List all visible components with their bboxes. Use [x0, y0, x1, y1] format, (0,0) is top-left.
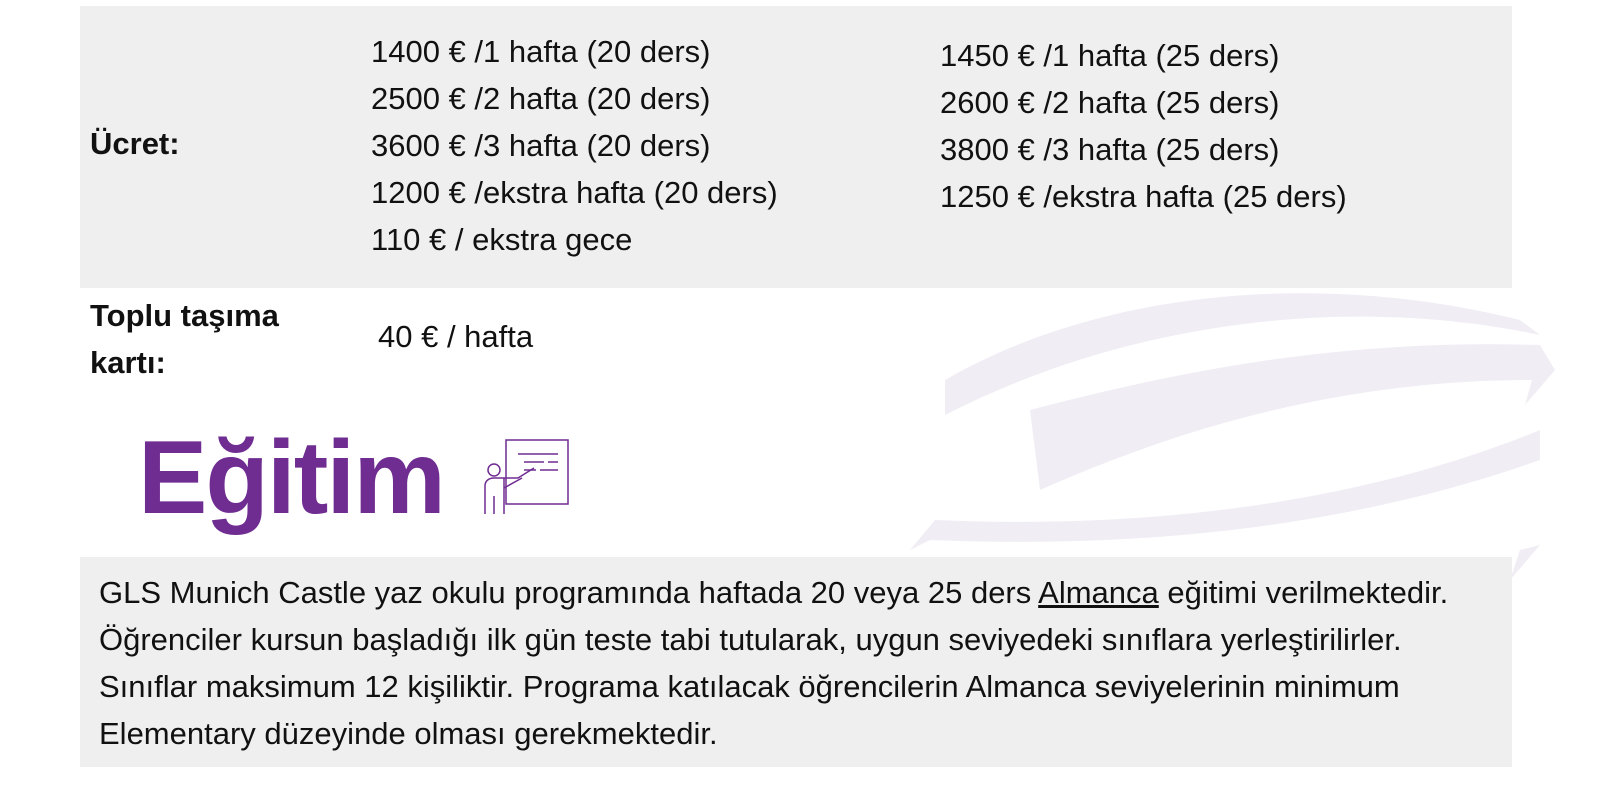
price-line: 1250 € /ekstra hafta (25 ders) [940, 179, 1347, 214]
price-line: 1200 € /ekstra hafta (20 ders) [371, 175, 778, 210]
price-table [80, 6, 1512, 288]
transport-card-price: 40 € / hafta [378, 319, 534, 354]
transport-label-line: kartı: [90, 345, 166, 380]
description-text-part: eğitimi verilmektedir. Öğrenciler kursun başladığı ilk gün teste tabi tutularak, uygun seviyedeki sınıflara yerleştirilirler. Sınıflar maksimum 12 kişiliktir. Programa katılacak öğrencilerin Almanca seviyelerinin minimum Elementary düzeyinde olması gerekmektedir. [99, 575, 1449, 751]
transport-card-label [90, 292, 350, 386]
price-column-20-lessons [371, 28, 778, 263]
section-title: Eğitim [138, 420, 444, 536]
almanca-link[interactable]: Almanca [1038, 575, 1159, 610]
price-line: 1400 € /1 hafta (20 ders) [371, 34, 711, 69]
price-line: 3600 € /3 hafta (20 ders) [371, 128, 711, 163]
description-panel [80, 557, 1512, 767]
price-label: Ücret: [90, 126, 180, 161]
description-text-part: GLS Munich Castle yaz okulu programında haftada 20 veya 25 ders [99, 575, 1039, 610]
price-line: 2600 € /2 hafta (25 ders) [940, 85, 1280, 120]
price-column-25-lessons [940, 32, 1347, 220]
price-line: 110 € / ekstra gece [371, 222, 633, 257]
description-text [99, 569, 1459, 757]
teacher-board-icon [482, 438, 574, 514]
price-line: 1450 € /1 hafta (25 ders) [940, 38, 1280, 73]
price-line: 2500 € /2 hafta (20 ders) [371, 81, 711, 116]
transport-label-line: Toplu taşıma [90, 298, 279, 333]
price-line: 3800 € /3 hafta (25 ders) [940, 132, 1280, 167]
